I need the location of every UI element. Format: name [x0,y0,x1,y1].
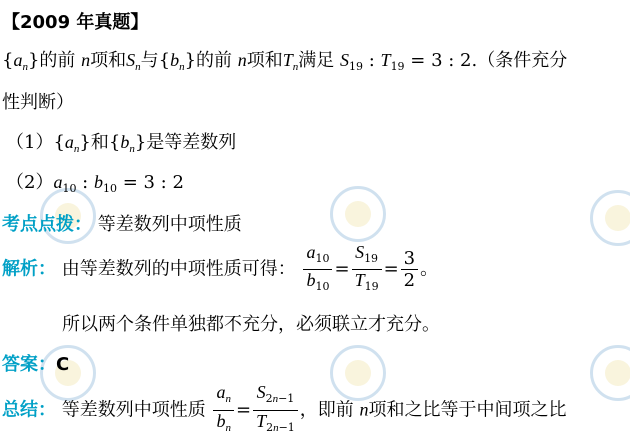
fraction-an-bn: $\frac{a_n}{b_n}$ [213,382,234,439]
fraction-s2n-t2n: $\frac{S_{2n-1}}{T_{2n-1}}$ [253,382,298,439]
answer: 答案：C [2,354,70,375]
analysis-label: 解析： [2,258,56,280]
key-point: 考点点拨： 等差数列中项性质 [2,214,242,235]
answer-label: 答案： [2,354,56,375]
condition-2: $(2)a_{10}$ : $b_{10} = 3$ : 2 [6,172,184,195]
key-point-label: 考点点拨： [2,214,92,235]
question-line-1: $\{a_n\}$的前 n项和$S_n$与$\{b_n\}$的前 n项和$T_n$满足 $S_{19}$ : $T_{19} = 3$ : 2.（条件充分 [2,50,568,73]
header-title: 【2009 年真题】 [2,12,149,33]
condition-1: $(1)\{a_n\}$和$\{b_n\}$是等差数列 [6,132,237,155]
watermark-logo [590,190,630,246]
question-line-2: 性判断） [2,92,74,113]
fraction-s-t: $\frac{S_{19}}{T_{19}}$ [352,242,382,297]
summary-label: 总结： [2,399,56,421]
summary: 总结： 等差数列中项性质 $\frac{a_n}{b_n}$ = $\frac{S_{2n-1}}{T_{2n-1}}$ ，即前 n项和之比等于中间项之比 [2,382,567,439]
analysis-line-2: 所以两个条件单独都不充分，必须联立才充分。 [62,314,440,335]
watermark-logo [590,345,630,401]
fraction-a-b: $\frac{a_{10}}{b_{10}}$ [303,242,332,297]
analysis-line-1: 解析： 由等差数列的中项性质可得： $\frac{a_{10}}{b_{10}}$ = $\frac{S_{19}}{T_{19}}$ = $\frac{3}{2}$ 。 [2,242,438,297]
math-set-a: $\{a_n\}$ [2,50,40,73]
math-set-b: $\{b_n\}$ [158,50,197,73]
watermark-logo [330,186,386,242]
fraction-3-2: $\frac{3}{2}$ [401,248,418,291]
